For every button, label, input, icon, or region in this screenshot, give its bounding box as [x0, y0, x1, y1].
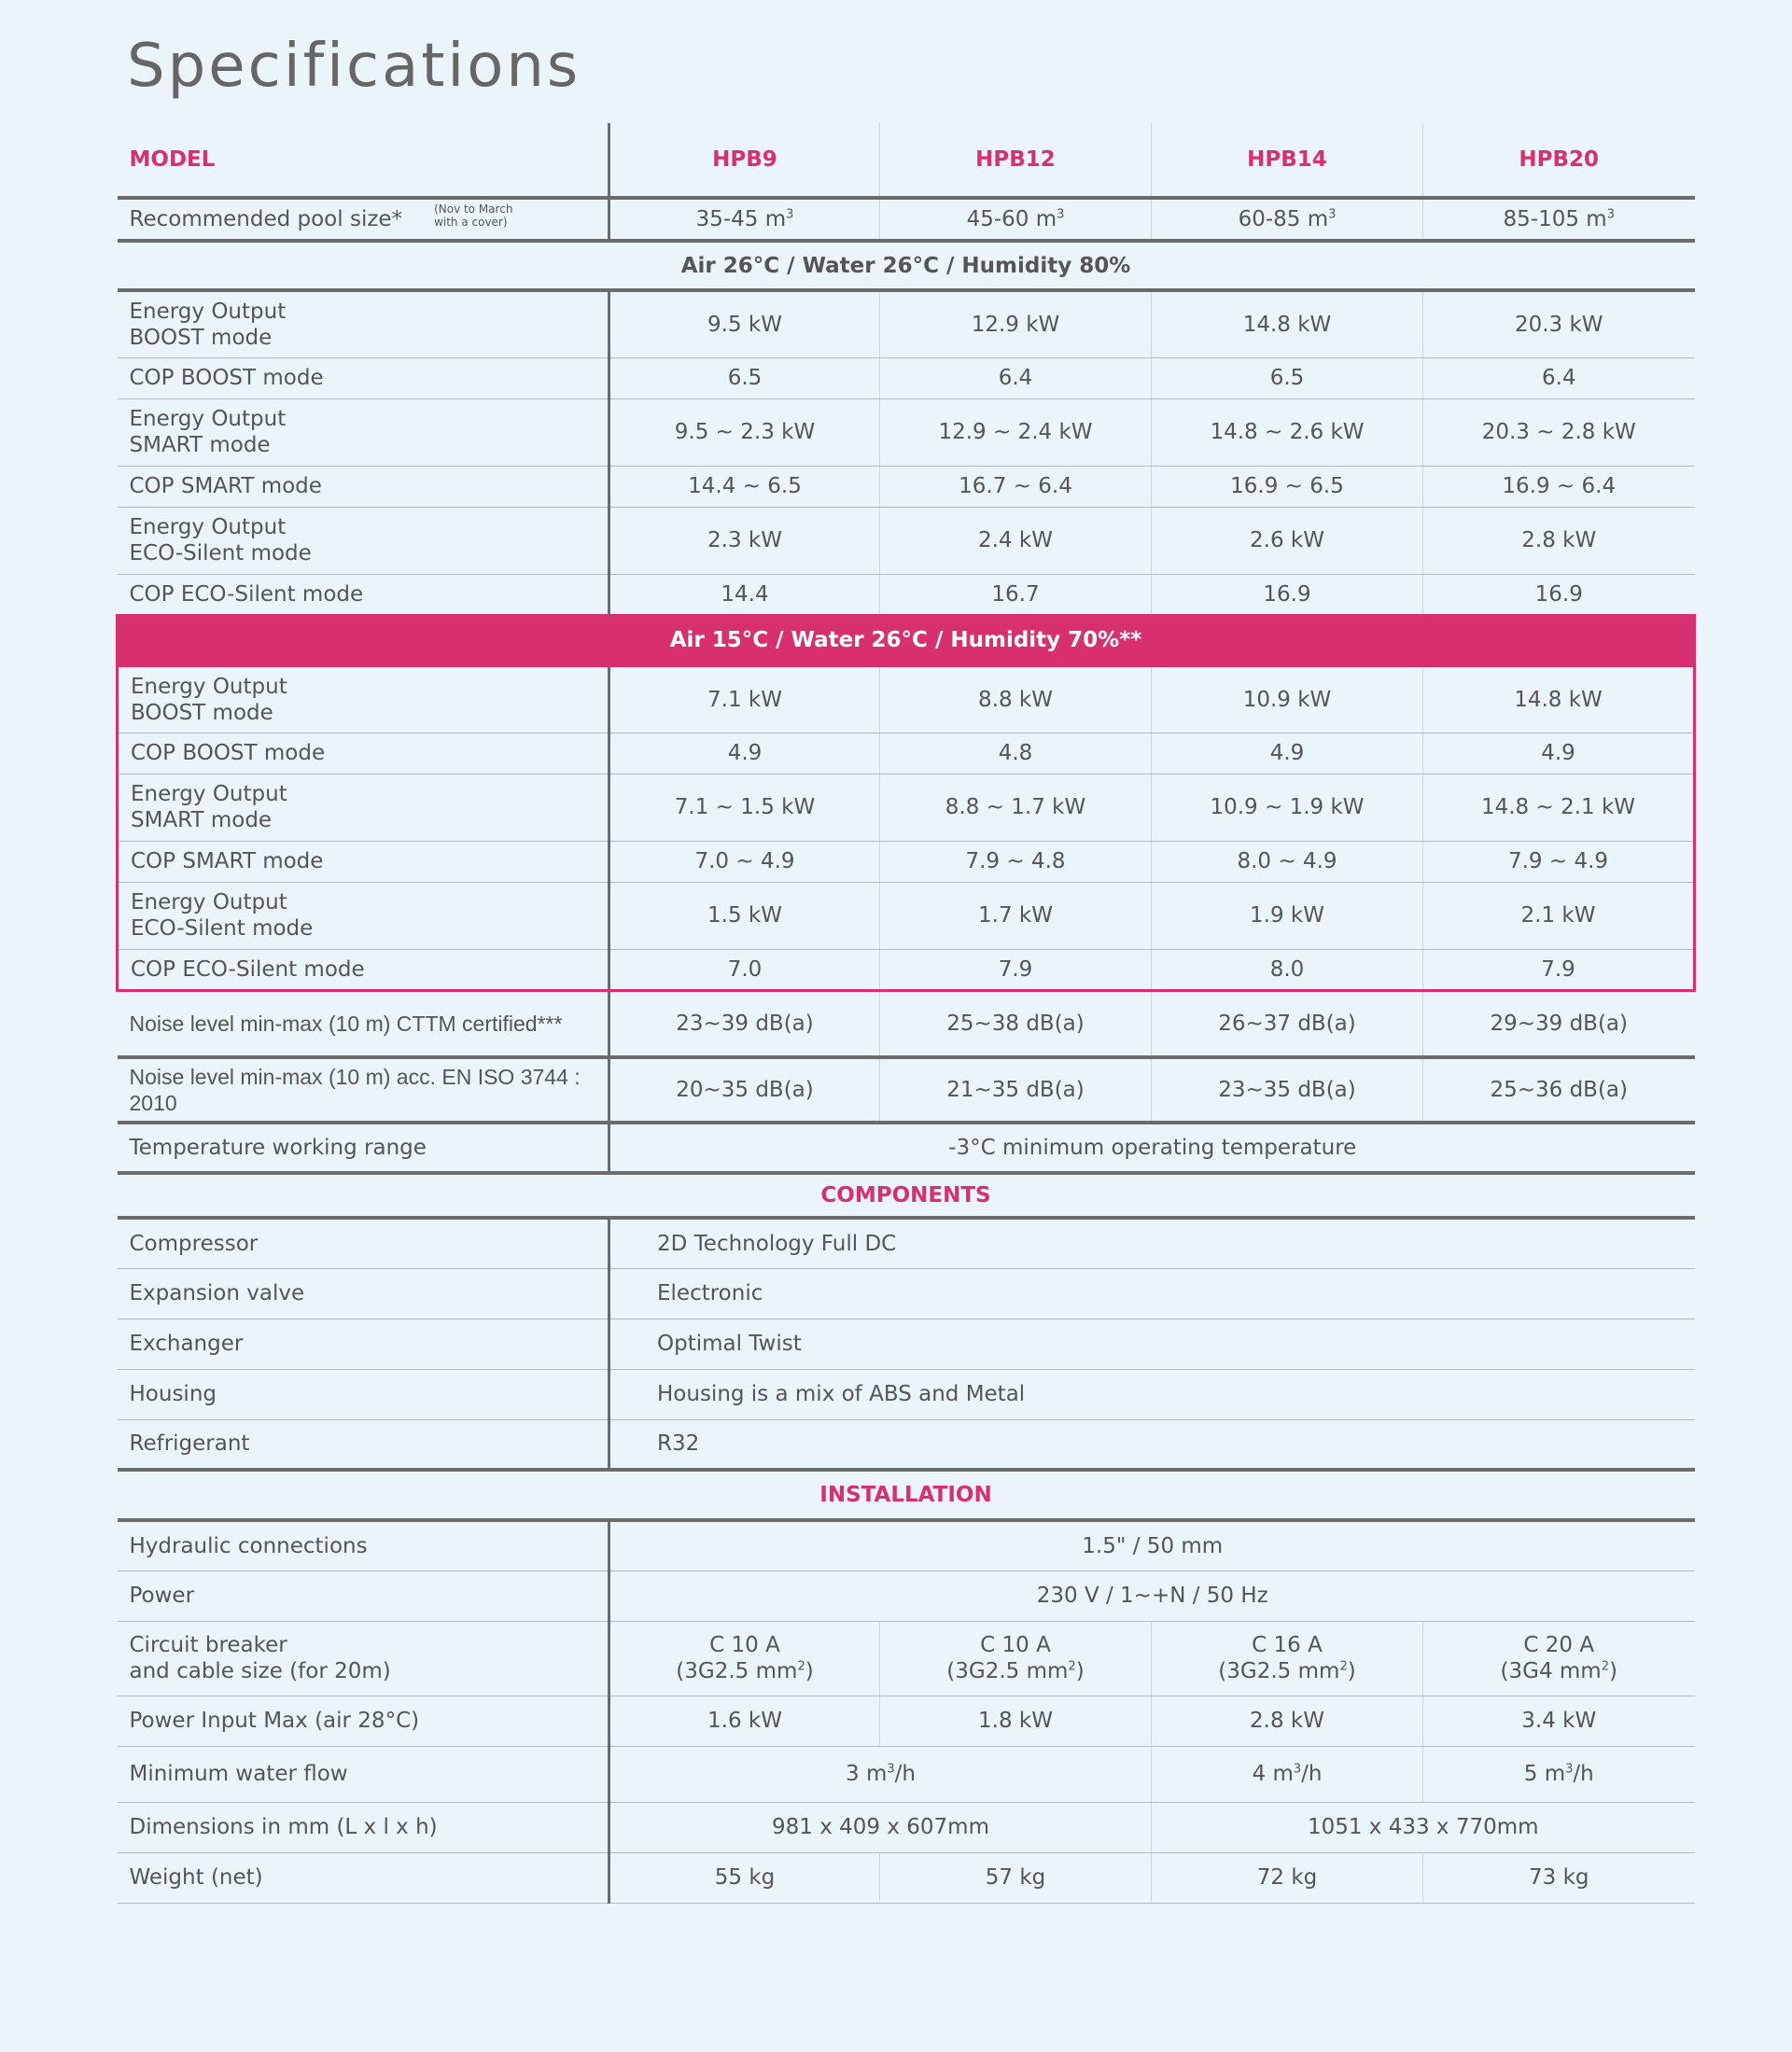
weight-label: Weight (net) — [118, 1852, 609, 1903]
model-name: HPB14 — [1152, 123, 1423, 198]
specifications-table — [116, 123, 1696, 1904]
components-section-row — [118, 1173, 1695, 1218]
cell-value: 23~35 dB(a) — [1152, 1057, 1423, 1123]
pool-size-label-cell — [118, 198, 609, 241]
condition1-title-row — [118, 241, 1695, 290]
spec-row — [118, 949, 1695, 990]
cell-value: 25~36 dB(a) — [1423, 1057, 1695, 1123]
cell-value: 14.8 ~ 2.6 kW — [1152, 398, 1423, 466]
cell-value: 1.5 kW — [609, 882, 880, 949]
component-label: Compressor — [118, 1218, 609, 1268]
page-title: Specifications — [127, 32, 581, 101]
cell-value: 14.4 — [609, 574, 880, 615]
cell-value: 23~39 dB(a) — [609, 990, 880, 1057]
cell-value: 14.8 kW — [1152, 290, 1423, 357]
pool-size-note — [434, 202, 512, 229]
cell-value: 1.8 kW — [880, 1696, 1152, 1746]
water-flow-value: 5 $m^3/h$ — [1423, 1746, 1695, 1802]
row-label: COP BOOST mode — [118, 733, 609, 774]
cell-value: 1.9 kW — [1152, 882, 1423, 949]
model-name: HPB12 — [880, 123, 1152, 198]
power-row — [118, 1570, 1695, 1621]
row-label: Energy Output BOOST mode — [118, 665, 609, 733]
cell-value: 26~37 dB(a) — [1152, 990, 1423, 1057]
cell-value: 4.8 — [880, 733, 1152, 774]
components-title: COMPONENTS — [118, 1173, 1695, 1218]
cell-value: 7.9 — [880, 949, 1152, 990]
spec-row — [118, 466, 1695, 507]
component-label: Refrigerant — [118, 1419, 609, 1470]
pool-size-label: Recommended pool size* — [129, 206, 403, 231]
cell-value: 10.9 kW — [1152, 665, 1423, 733]
breaker-value: C 20 A (3G4 $mm^2$) — [1423, 1621, 1695, 1696]
water-flow-value: 3 $m^3/h$ — [609, 1746, 1152, 1802]
cell-value: 4.9 — [1423, 733, 1695, 774]
cell-value: 20.3 kW — [1423, 290, 1695, 357]
water-flow-row — [118, 1746, 1695, 1802]
cell-value: 8.8 ~ 1.7 kW — [880, 774, 1152, 841]
component-value: Housing is a mix of ABS and Metal — [609, 1369, 1695, 1419]
cell-value: 2.6 kW — [1152, 507, 1423, 574]
row-label: COP SMART mode — [118, 466, 609, 507]
cell-value: 9.5 ~ 2.3 kW — [609, 398, 880, 466]
noise-row — [118, 1057, 1695, 1123]
cell-value: 16.7 ~ 6.4 — [880, 466, 1152, 507]
cell-value: 20~35 dB(a) — [609, 1057, 880, 1123]
cell-value: 7.0 — [609, 949, 880, 990]
spec-row — [118, 882, 1695, 949]
component-row — [118, 1319, 1695, 1369]
breaker-row — [118, 1621, 1695, 1696]
water-flow-value: 4 $m^3/h$ — [1152, 1746, 1423, 1802]
condition2-title-row — [118, 615, 1695, 665]
cell-value: 7.1 ~ 1.5 kW — [609, 774, 880, 841]
breaker-label: Circuit breaker and cable size (for 20m) — [118, 1621, 609, 1696]
cell-value: 29~39 dB(a) — [1423, 990, 1695, 1057]
pool-note-line1: (Nov to March — [434, 202, 513, 216]
cell-value: 2.8 kW — [1152, 1696, 1423, 1746]
model-name: HPB9 — [609, 123, 880, 198]
noise-row — [118, 990, 1695, 1057]
cell-value: 72 kg — [1152, 1852, 1423, 1903]
weight-row — [118, 1852, 1695, 1903]
row-label: Energy Output SMART mode — [118, 398, 609, 466]
cell-value: 7.0 ~ 4.9 — [609, 841, 880, 882]
hydraulic-row — [118, 1520, 1695, 1570]
cell-value: 16.7 — [880, 574, 1152, 615]
dimensions-row — [118, 1802, 1695, 1852]
spec-row — [118, 574, 1695, 615]
cell-value: 57 kg — [880, 1852, 1152, 1903]
cell-value: 25~38 dB(a) — [880, 990, 1152, 1057]
cell-value: 14.8 ~ 2.1 kW — [1423, 774, 1695, 841]
component-value: Optimal Twist — [609, 1319, 1695, 1369]
breaker-value: C 10 A (3G2.5 $mm^2$) — [609, 1621, 880, 1696]
cell-value: 8.8 kW — [880, 665, 1152, 733]
spec-row — [118, 398, 1695, 466]
water-flow-label: Minimum water flow — [118, 1746, 609, 1802]
noise-label: Noise level min-max (10 m) CTTM certified*** — [118, 990, 609, 1057]
row-label: Energy Output ECO-Silent mode — [118, 882, 609, 949]
component-value: Electronic — [609, 1268, 1695, 1319]
hydraulic-value: 1.5" / 50 mm — [609, 1520, 1695, 1570]
spec-row — [118, 290, 1695, 357]
cell-value: 2.1 kW — [1423, 882, 1695, 949]
temperature-row — [118, 1123, 1695, 1173]
model-header-row — [118, 123, 1695, 198]
row-label: COP ECO-Silent mode — [118, 574, 609, 615]
cell-value: 12.9 kW — [880, 290, 1152, 357]
cell-value: 16.9 — [1152, 574, 1423, 615]
pool-note-line2: with a cover) — [434, 216, 508, 230]
component-value: R32 — [609, 1419, 1695, 1470]
cell-value: 14.4 ~ 6.5 — [609, 466, 880, 507]
spec-row — [118, 733, 1695, 774]
spec-row — [118, 774, 1695, 841]
row-label: COP SMART mode — [118, 841, 609, 882]
dimensions-label: Dimensions in mm (L x l x h) — [118, 1802, 609, 1852]
spec-row — [118, 507, 1695, 574]
cell-value: 4.9 — [1152, 733, 1423, 774]
cell-value: 7.1 kW — [609, 665, 880, 733]
cell-value: 12.9 ~ 2.4 kW — [880, 398, 1152, 466]
cell-value: 1.7 kW — [880, 882, 1152, 949]
spec-row — [118, 665, 1695, 733]
cell-value: 9.5 kW — [609, 290, 880, 357]
model-header-label: MODEL — [118, 123, 609, 198]
pool-size-value: 35-45 $m^3$ — [609, 198, 880, 241]
hydraulic-label: Hydraulic connections — [118, 1520, 609, 1570]
pool-size-value: 85-105 $m^3$ — [1423, 198, 1695, 241]
pool-size-value: 60-85 $m^3$ — [1152, 198, 1423, 241]
cell-value: 6.4 — [1423, 357, 1695, 398]
cell-value: 2.4 kW — [880, 507, 1152, 574]
cell-value: 8.0 — [1152, 949, 1423, 990]
cell-value: 6.4 — [880, 357, 1152, 398]
power-input-label: Power Input Max (air 28°C) — [118, 1696, 609, 1746]
noise-label: Noise level min-max (10 m) acc. EN ISO 3744 : 2010 — [118, 1057, 609, 1123]
cell-value: 21~35 dB(a) — [880, 1057, 1152, 1123]
cell-value: 6.5 — [609, 357, 880, 398]
cell-value: 14.8 kW — [1423, 665, 1695, 733]
component-row — [118, 1419, 1695, 1470]
spec-row — [118, 841, 1695, 882]
installation-section-row — [118, 1470, 1695, 1520]
component-label: Exchanger — [118, 1319, 609, 1369]
cell-value: 6.5 — [1152, 357, 1423, 398]
row-label: Energy Output SMART mode — [118, 774, 609, 841]
component-label: Expansion valve — [118, 1268, 609, 1319]
condition1-title: Air 26°C / Water 26°C / Humidity 80% — [118, 241, 1695, 290]
cell-value: 73 kg — [1423, 1852, 1695, 1903]
breaker-value: C 10 A (3G2.5 $mm^2$) — [880, 1621, 1152, 1696]
cell-value: 20.3 ~ 2.8 kW — [1423, 398, 1695, 466]
power-value: 230 V / 1~+N / 50 Hz — [609, 1570, 1695, 1621]
cell-value: 8.0 ~ 4.9 — [1152, 841, 1423, 882]
cell-value: 16.9 ~ 6.4 — [1423, 466, 1695, 507]
cell-value: 16.9 ~ 6.5 — [1152, 466, 1423, 507]
cell-value: 2.3 kW — [609, 507, 880, 574]
power-label: Power — [118, 1570, 609, 1621]
cell-value: 16.9 — [1423, 574, 1695, 615]
component-row — [118, 1218, 1695, 1268]
condition2-title: Air 15°C / Water 26°C / Humidity 70%** — [118, 615, 1695, 665]
row-label: COP BOOST mode — [118, 357, 609, 398]
component-label: Housing — [118, 1369, 609, 1419]
installation-title: INSTALLATION — [118, 1470, 1695, 1520]
cell-value: 7.9 ~ 4.8 — [880, 841, 1152, 882]
cell-value: 7.9 — [1423, 949, 1695, 990]
row-label: Energy Output BOOST mode — [118, 290, 609, 357]
cell-value: 2.8 kW — [1423, 507, 1695, 574]
pool-size-row — [118, 198, 1695, 241]
cell-value: 55 kg — [609, 1852, 880, 1903]
temperature-label: Temperature working range — [118, 1123, 609, 1173]
dimensions-value: 1051 x 433 x 770mm — [1152, 1802, 1695, 1852]
cell-value: 10.9 ~ 1.9 kW — [1152, 774, 1423, 841]
component-row — [118, 1268, 1695, 1319]
component-row — [118, 1369, 1695, 1419]
power-input-row — [118, 1696, 1695, 1746]
pool-size-value: 45-60 $m^3$ — [880, 198, 1152, 241]
component-value: 2D Technology Full DC — [609, 1218, 1695, 1268]
model-name: HPB20 — [1423, 123, 1695, 198]
cell-value: 3.4 kW — [1423, 1696, 1695, 1746]
spec-row — [118, 357, 1695, 398]
cell-value: 4.9 — [609, 733, 880, 774]
dimensions-value: 981 x 409 x 607mm — [609, 1802, 1152, 1852]
temperature-value: -3°C minimum operating temperature — [609, 1123, 1695, 1173]
cell-value: 7.9 ~ 4.9 — [1423, 841, 1695, 882]
row-label: COP ECO-Silent mode — [118, 949, 609, 990]
breaker-value: C 16 A (3G2.5 $mm^2$) — [1152, 1621, 1423, 1696]
cell-value: 1.6 kW — [609, 1696, 880, 1746]
row-label: Energy Output ECO-Silent mode — [118, 507, 609, 574]
